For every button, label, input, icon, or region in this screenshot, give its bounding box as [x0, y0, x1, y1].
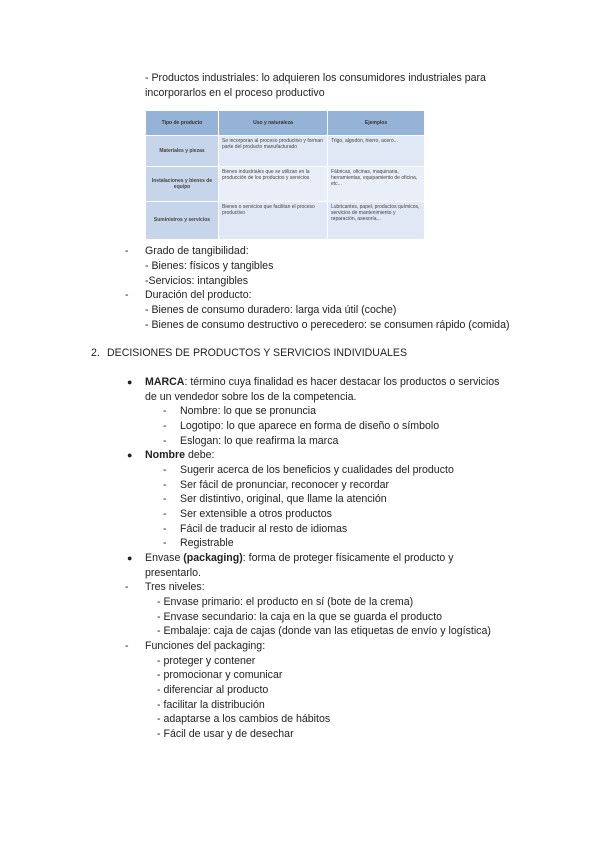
list-item: Sugerir acerca de los beneficios y cualidades del producto	[180, 464, 454, 476]
table-cell: Se incorporan al proceso productivo y forman parte del producto manufacturado	[219, 136, 328, 167]
bullet-icon: ●	[127, 450, 133, 460]
marca-definition	[145, 375, 499, 390]
marca-text: : término cuya finalidad es hacer destacar los productos o servicios	[184, 376, 500, 388]
list-item: Ser extensible a otros productos	[180, 508, 332, 520]
list-dash: -	[163, 479, 167, 491]
list-item: Ser distintivo, original, que llame la atención	[180, 493, 387, 505]
list-item: - Fácil de usar y de desechar	[157, 728, 294, 740]
table-cell: Materiales y piezas	[146, 136, 219, 167]
table-cell: Fábricas, oficinas, maquinaria, herramientas, equipamiento de oficina, etc...	[328, 167, 425, 202]
table-cell: Suministros y servicios	[146, 202, 219, 240]
list-item: - Envase primario: el producto en sí (bote de la crema)	[157, 596, 414, 608]
envase-definition-cont: presentarlo.	[145, 567, 201, 579]
funciones-title: Funciones del packaging:	[145, 640, 266, 652]
list-item: - Bienes de consumo duradero: larga vida útil (coche)	[145, 304, 397, 316]
list-dash: -	[125, 640, 129, 652]
table-cell: Instalaciones y bienes de equipo	[146, 167, 219, 202]
list-item: Ser fácil de pronunciar, reconocer y recordar	[180, 479, 390, 491]
section-title: DECISIONES DE PRODUCTOS Y SERVICIOS INDIVIDUALES	[107, 347, 408, 359]
list-item: - Embalaje: caja de cajas (donde van las etiquetas de envío y logística)	[157, 625, 491, 637]
table-cell: Bienes industriales que se utilizan en la producción de los productos y servicios	[219, 167, 328, 202]
list-dash: -	[163, 523, 167, 535]
tangibility-title: Grado de tangibilidad:	[145, 245, 249, 257]
list-item: - diferenciar al producto	[157, 684, 269, 696]
list-dash: -	[163, 508, 167, 520]
list-item: - Bienes: físicos y tangibles	[145, 260, 274, 272]
marca-definition-cont: de un vendedor sobre los de la competencia.	[145, 391, 357, 403]
intro-line-2: incorporarlos en el proceso productivo	[145, 87, 325, 99]
envase-term: (packaging)	[183, 552, 243, 564]
list-dash: -	[125, 289, 129, 301]
intro-line-1: - Productos industriales: lo adquieren los consumidores industriales para	[145, 72, 486, 84]
list-dash: -	[125, 581, 129, 593]
list-item: Logotipo: lo que aparece en forma de diseño o símbolo	[180, 420, 440, 432]
table-header: Uso y naturaleza	[219, 111, 328, 136]
list-dash: -	[163, 405, 167, 417]
table-header: Tipo de producto	[146, 111, 219, 136]
bullet-icon: ●	[127, 553, 133, 563]
list-dash: -	[125, 245, 129, 257]
envase-definition	[145, 551, 454, 566]
bullet-icon: ●	[127, 377, 133, 387]
list-item: - promocionar y comunicar	[157, 669, 283, 681]
industrial-products-table	[145, 110, 425, 240]
list-dash: -	[163, 493, 167, 505]
marca-term: MARCA	[145, 376, 185, 388]
list-item: - Bienes de consumo destructivo o perecedero: se consumen rápido (comida)	[145, 319, 510, 331]
list-dash: -	[163, 435, 167, 447]
list-item: Nombre: lo que se pronuncia	[180, 405, 317, 417]
list-item: Registrable	[180, 537, 234, 549]
nombre-term: Nombre	[145, 449, 186, 461]
list-item: - adaptarse a los cambios de hábitos	[157, 713, 331, 725]
envase-pre: Envase	[145, 552, 184, 564]
list-item: - proteger y contener	[157, 655, 256, 667]
nombre-text: debe:	[185, 449, 215, 461]
list-item: Fácil de traducir al resto de idiomas	[180, 523, 348, 535]
list-dash: -	[163, 420, 167, 432]
table-cell: Trigo, algodón, hierro, acero...	[328, 136, 425, 167]
list-dash: -	[163, 464, 167, 476]
table-header: Ejemplos	[328, 111, 425, 136]
table-header-row	[146, 111, 425, 136]
table-cell: Bienes o servicios que facilitan el proceso productivo	[219, 202, 328, 240]
niveles-title: Tres niveles:	[145, 581, 205, 593]
table-row	[146, 202, 425, 240]
duration-title: Duración del producto:	[145, 289, 252, 301]
list-item: -Servicios: intangibles	[145, 275, 249, 287]
list-item: - facilitar la distribución	[157, 699, 265, 711]
list-item: Eslogan: lo que reafirma la marca	[180, 435, 339, 447]
nombre-heading	[145, 448, 215, 463]
table-row	[146, 167, 425, 202]
section-number: 2.	[91, 347, 100, 359]
envase-text: : forma de proteger físicamente el producto y	[242, 552, 454, 564]
table-row	[146, 136, 425, 167]
list-item: - Envase secundario: la caja en la que se guarda el producto	[157, 611, 443, 623]
list-dash: -	[163, 537, 167, 549]
table-cell: Lubricantes, papel, productos químicos, servicios de mantenimiento y reparación, asesoría...	[328, 202, 425, 240]
